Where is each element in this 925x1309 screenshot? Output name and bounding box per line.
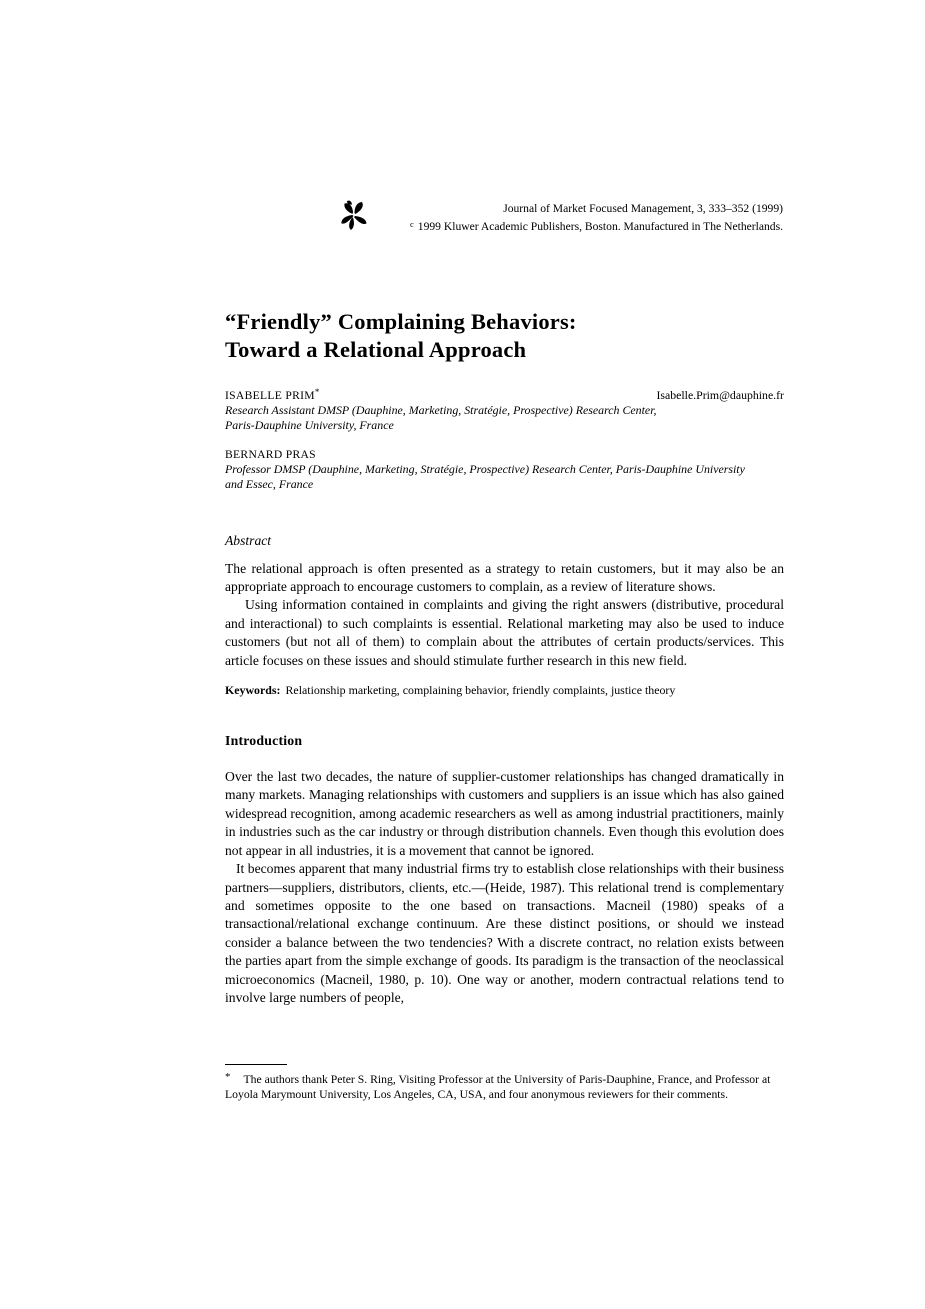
section-heading-introduction: Introduction bbox=[225, 733, 303, 749]
kluwer-flower-logo-icon bbox=[339, 199, 369, 232]
abstract-paragraph-2: Using information contained in complaints and giving the right answers (distributive, procedural and interactional) to such complaints is essential. Relational marketing may also be used to induce customers (but not all of them) to complain about the attributes of certain products/services. This article focuses on these issues and should stimulate further research in this new field. bbox=[225, 597, 784, 668]
abstract-paragraph-1: The relational approach is often presented as a strategy to retain customers, but it may also be an appropriate approach to encourage customers to complain, as a review of literature shows. bbox=[225, 560, 784, 595]
copyright-symbol: c bbox=[409, 218, 414, 229]
paper-title-line2: Toward a Relational Approach bbox=[225, 337, 527, 362]
author-block-pras bbox=[225, 447, 784, 493]
author-affiliation: Professor DMSP (Dauphine, Marketing, Stratégie, Prospective) Research Center, Paris-Dauphine University and Essec, France bbox=[225, 461, 745, 492]
article-body bbox=[225, 308, 784, 1007]
author-email: Isabelle.Prim@dauphine.fr bbox=[656, 388, 784, 402]
keywords-text: Relationship marketing, complaining behavior, friendly complaints, justice theory bbox=[285, 683, 676, 698]
author-block-prim bbox=[225, 385, 784, 434]
copyright-line: $^c$ 1999 Kluwer Academic Publishers, Boston. Manufactured in The Netherlands. bbox=[409, 218, 783, 233]
introduction-paragraph-1: Over the last two decades, the nature of supplier-customer relationships has changed dramatically in many markets. Managing relationships with customers and suppliers is an issue which has also gained widespread recognition, among academic researchers as well as among industrial practitioners, mainly in industries such as the car industry or through distribution channels. Even though this evolution does not appear in all industries, it is a movement that cannot be ignored. bbox=[225, 769, 784, 858]
author-footnote-marker: * bbox=[314, 387, 320, 397]
paper-title bbox=[225, 308, 784, 364]
footnote-marker: * bbox=[225, 1071, 231, 1083]
author-row bbox=[225, 385, 784, 403]
keywords-line bbox=[225, 683, 784, 698]
journal-header bbox=[410, 202, 783, 234]
paper-title-line1: “Friendly” Complaining Behaviors: bbox=[225, 309, 577, 334]
footnote-rule bbox=[225, 1064, 287, 1065]
author-name: BERNARD PRAS bbox=[225, 447, 316, 461]
author-row bbox=[225, 447, 784, 462]
footnote-body bbox=[225, 1070, 784, 1102]
introduction-paragraph-2: It becomes apparent that many industrial firms try to establish close relationships with their business partners—suppliers, distributors, clients, etc.—(Heide, 1987). This relational trend is complementary and sometimes opposite to the one based on transactions. Macneil (1980) speaks of a transactional/relational exchange continuum. Are these distinct positions, or should we instead consider a balance between the two tendencies? With a discrete contract, no relation exists between the parties apart from the simple exchange of goods. Its paradigm is the transaction of the neoclassical microeconomics (Macneil, 1980, p. 10). One way or another, modern contractual relations tend to involve large numbers of people, bbox=[225, 861, 784, 1005]
footnote-text: The authors thank Peter S. Ring, Visiting Professor at the University of Paris-Dauphine, France, and Professor at Loyola Marymount University, Los Angeles, CA, USA, and four anonymous reviewers for their comments. bbox=[225, 1073, 771, 1102]
author-name: ISABELLE PRIM* bbox=[225, 387, 320, 402]
footnote bbox=[225, 1064, 784, 1102]
abstract-heading: Abstract bbox=[225, 532, 272, 548]
journal-citation-line: Journal of Market Focused Management, 3, 333–352 (1999) bbox=[503, 202, 783, 215]
author-affiliation: Research Assistant DMSP (Dauphine, Marketing, Stratégie, Prospective) Research Center, Paris-Dauphine University, France bbox=[225, 403, 657, 433]
keywords-label: Keywords: bbox=[225, 683, 281, 698]
